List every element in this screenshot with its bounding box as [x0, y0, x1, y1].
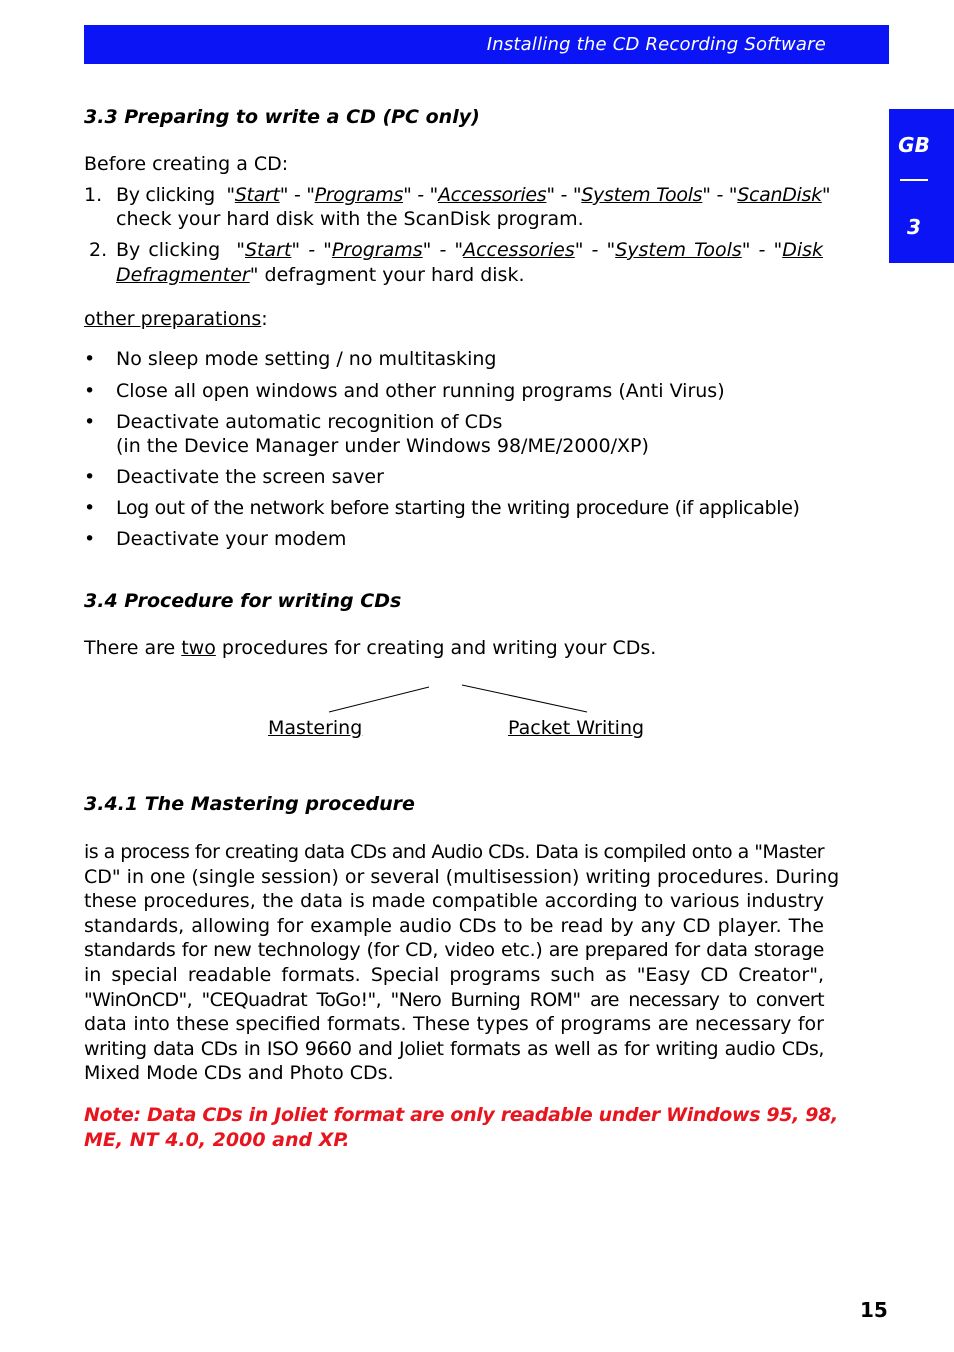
list-item: Deactivate your modem: [116, 528, 347, 550]
bullet-icon: •: [84, 466, 96, 488]
chapter-tab-language: GB: [898, 133, 930, 157]
note-line-2: ME, NT 4.0, 2000 and XP.: [84, 1129, 350, 1151]
quote: ": [236, 239, 245, 261]
paragraph-line: Mixed Mode CDs and Photo CDs.: [84, 1062, 394, 1085]
programs-link[interactable]: Programs: [331, 239, 423, 261]
branch-line-right: [462, 685, 587, 712]
quote: ": [821, 184, 831, 206]
scandisk-link[interactable]: ScanDisk: [737, 184, 822, 206]
system-tools-link[interactable]: System Tools: [615, 239, 742, 261]
step-number: 2.: [89, 239, 108, 261]
start-link[interactable]: Start: [245, 239, 292, 261]
quote: ": [249, 264, 259, 286]
separator: " - ": [279, 184, 315, 206]
branch-line-left: [329, 687, 429, 712]
paragraph-line: is a process for creating data CDs and Audio CDs. Data is compiled onto a "Master: [84, 841, 824, 863]
step-1-line-2: check your hard disk with the ScanDisk program.: [116, 208, 584, 230]
list-item-continuation: (in the Device Manager under Windows 98/ME/2000/XP): [116, 435, 649, 457]
list-item: No sleep mode setting / no multitasking: [116, 348, 497, 370]
quote: ": [226, 184, 235, 206]
step-number: 1.: [84, 184, 103, 206]
accessories-link[interactable]: Accessories: [463, 239, 575, 261]
bullet-icon: •: [84, 380, 96, 402]
header-title: Installing the CD Recording Software: [486, 34, 826, 55]
step-text: By clicking: [116, 239, 221, 261]
section-heading-3-4: 3.4 Procedure for writing CDs: [84, 590, 402, 612]
branch-packet-writing: Packet Writing: [508, 717, 645, 739]
section-heading-3-3: 3.3 Preparing to write a CD (PC only): [84, 106, 480, 128]
separator: " - ": [574, 239, 616, 261]
paragraph-line: data into these specified formats. These types of programs are necessary for: [84, 1013, 824, 1036]
paragraph-line: "WinOnCD", "CEQuadrat ToGo!", "Nero Burning ROM" are necessary to convert: [84, 988, 824, 1011]
list-item: Deactivate automatic recognition of CDs: [116, 411, 503, 433]
note-line-1: Note: Data CDs in Joliet format are only readable under Windows 95, 98,: [84, 1104, 838, 1126]
disk-defragmenter-link[interactable]: Disk: [782, 239, 824, 261]
system-tools-link[interactable]: System Tools: [581, 184, 703, 206]
section-heading-3-4-1: 3.4.1 The Mastering procedure: [84, 793, 415, 815]
colon: :: [261, 308, 268, 330]
other-preparations-text: other preparations: [84, 308, 262, 330]
page-number: 15: [860, 1298, 888, 1322]
intro-text: procedures for creating and writing your CDs.: [215, 637, 657, 659]
bullet-icon: •: [84, 411, 96, 433]
separator: " - ": [546, 184, 582, 206]
step-text: By clicking: [116, 184, 215, 206]
bullet-icon: •: [84, 528, 96, 550]
chapter-tab-number: 3: [907, 215, 921, 239]
emphasis-two: two: [181, 637, 216, 659]
step-text: defragment your hard disk.: [258, 264, 525, 286]
paragraph-line: standards for new technology (for CD, video etc.) are prepared for data storage: [84, 939, 824, 962]
disk-defragmenter-link[interactable]: Defragmenter: [116, 264, 250, 286]
intro-text: Before creating a CD:: [84, 153, 289, 175]
mastering-paragraph: [84, 840, 840, 1086]
separator: " - ": [291, 239, 332, 261]
bullet-icon: •: [84, 497, 96, 519]
intro-text: There are: [84, 637, 182, 659]
separator: " - ": [422, 239, 464, 261]
list-item: Close all open windows and other running programs (Anti Virus): [116, 380, 725, 402]
paragraph-line: standards, allowing for example audio CDs to be read by any CD player. The: [84, 914, 824, 937]
separator: " - ": [403, 184, 438, 206]
paragraph-line: writing data CDs in ISO 9660 and Joliet formats as well as for writing audio CDs,: [84, 1037, 824, 1060]
bullet-icon: •: [84, 348, 96, 370]
list-item: Deactivate the screen saver: [116, 466, 384, 488]
paragraph-line: these procedures, the data is made compatible according to various industry: [84, 890, 824, 913]
start-link[interactable]: Start: [234, 184, 280, 206]
separator: " - ": [741, 239, 783, 261]
programs-link[interactable]: Programs: [314, 184, 404, 206]
paragraph-line: in special readable formats. Special programs such as "Easy CD Creator",: [84, 963, 824, 986]
accessories-link[interactable]: Accessories: [437, 184, 547, 206]
list-item: Log out of the network before starting the writing procedure (if applicable): [116, 497, 800, 519]
separator: " - ": [702, 184, 738, 206]
paragraph-line: CD" in one (single session) or several (multisession) writing procedures. During: [84, 865, 840, 888]
branch-mastering: Mastering: [268, 717, 363, 739]
